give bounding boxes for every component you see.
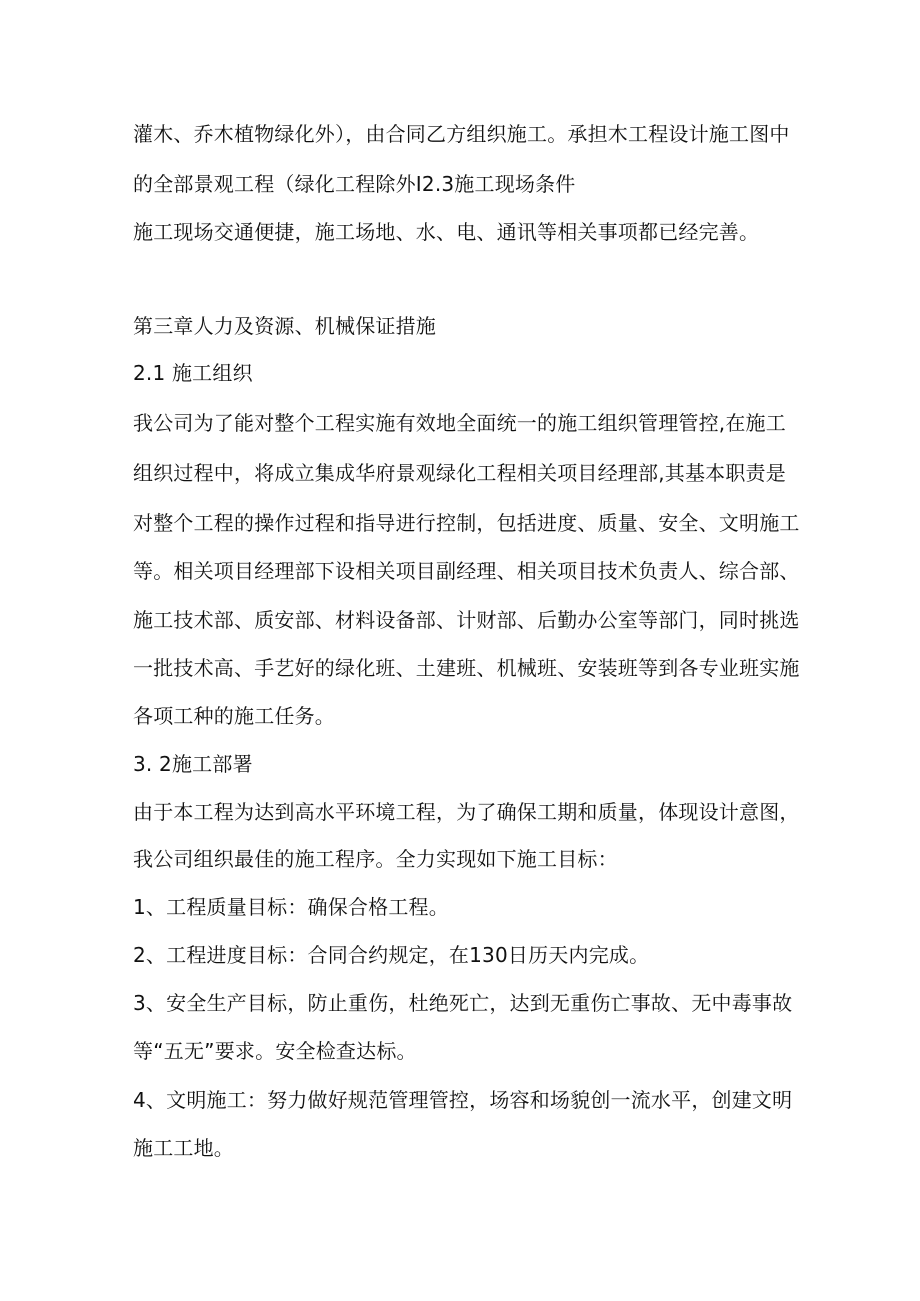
text-line-9: 一批技术高、手艺好的绿化班、土建班、机械班、安装班等到各专业班实施 bbox=[133, 656, 800, 680]
text-line-5: 组织过程中，将成立集成华府景观绿化工程相关项目经理部,其基本职责是 bbox=[133, 461, 786, 485]
text-line-11: 由于本工程为达到高水平环境工程，为了确保工期和质量，体现设计意图， bbox=[133, 800, 800, 824]
text-line-12: 我公司组织最佳的施工程序。全力实现如下施工目标： bbox=[133, 847, 618, 871]
goal-item-4: 4、文明施工：努力做好规范管理管控，场容和场貌创一流水平，创建文明 bbox=[133, 1088, 793, 1112]
goal-item-1: 1、工程质量目标：确保合格工程。 bbox=[133, 895, 449, 919]
goal-item-3-cont: 等“五无”要求。安全检查达标。 bbox=[133, 1039, 417, 1063]
text-line-10: 各项工种的施工任务。 bbox=[133, 704, 335, 728]
goal-item-4-cont: 施工工地。 bbox=[133, 1136, 234, 1160]
chapter-heading: 第三章人力及资源、机械保证措施 bbox=[133, 314, 436, 338]
goal-item-2: 2、工程进度目标：合同合约规定，在130日历天内完成。 bbox=[133, 943, 650, 967]
goal-item-3: 3、安全生产目标，防止重伤，杜绝死亡，达到无重伤亡事故、无中毒事故 bbox=[133, 991, 793, 1015]
text-line-2: 的全部景观工程（绿化工程除外I2.3施工现场条件 bbox=[133, 172, 576, 196]
text-line-6: 对整个工程的操作过程和指导进行控制，包括进度、质量、安全、文明施工 bbox=[133, 511, 800, 535]
text-line-7: 等。相关项目经理部下设相关项目副经理、相关项目技术负责人、综合部、 bbox=[133, 559, 800, 583]
text-line-8: 施工技术部、质安部、材料设备部、计财部、后勤办公室等部门，同时挑选 bbox=[133, 608, 800, 632]
text-line-4: 我公司为了能对整个工程实施有效地全面统一的施工组织管理管控,在施工 bbox=[133, 411, 786, 435]
section-heading-2-1: 2.1 施工组织 bbox=[133, 361, 253, 385]
section-heading-3-2: 3. 2施工部署 bbox=[133, 752, 253, 776]
text-line-1: 灌木、乔木植物绿化外），由合同乙方组织施工。承担木工程设计施工图中 bbox=[133, 122, 790, 146]
text-line-3: 施工现场交通便捷，施工场地、水、电、通讯等相关事项都已经完善。 bbox=[133, 220, 760, 244]
